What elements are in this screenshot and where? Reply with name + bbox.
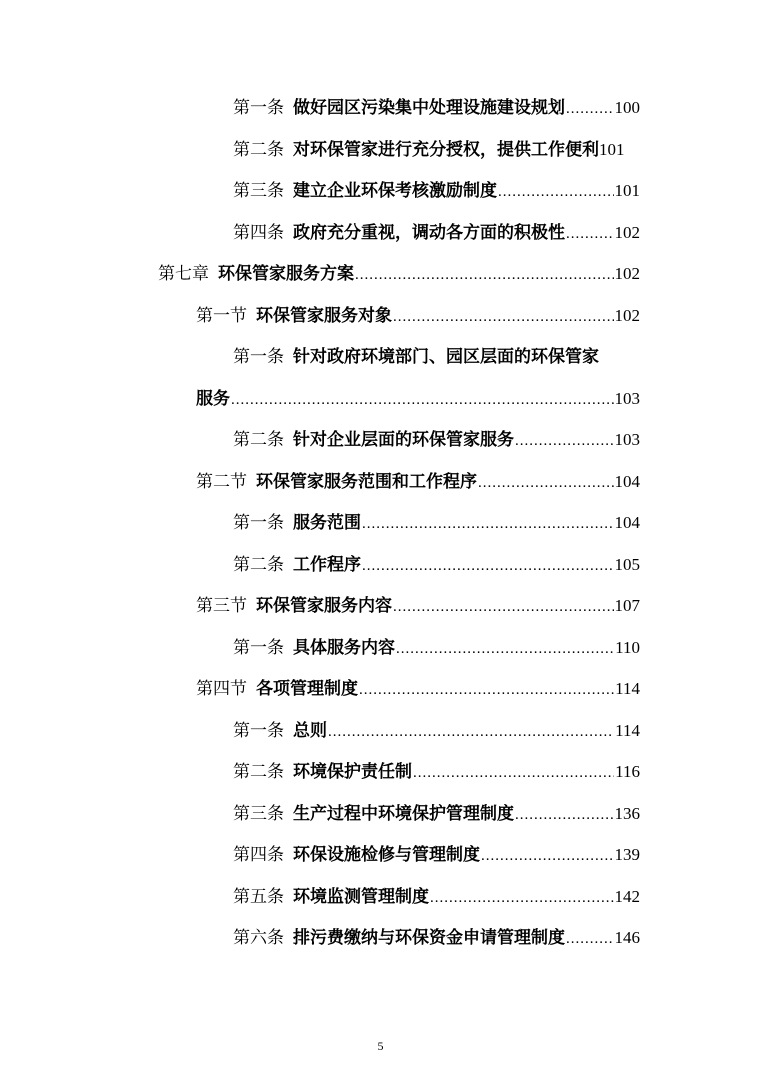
toc-entry-title: 环保管家服务方案 (218, 264, 354, 284)
toc-entry-page: 102 (614, 306, 640, 325)
toc-entry-page: 110 (615, 638, 640, 657)
toc-leader-dots (566, 94, 614, 124)
toc-leader-dots (231, 385, 614, 415)
toc-entry-title: 具体服务内容 (293, 638, 395, 658)
toc-entry-page: 102 (614, 223, 640, 242)
toc-entry-number: 第一条 (233, 721, 284, 741)
toc-entry-title: 环保管家服务对象 (256, 306, 392, 326)
toc-entry-page: 105 (614, 555, 640, 574)
toc-entry[interactable] (233, 93, 640, 123)
toc-entry[interactable] (233, 218, 640, 248)
toc-entry[interactable] (233, 840, 640, 870)
toc-leader-dots (515, 800, 614, 830)
toc-entry-number: 第四节 (196, 679, 247, 699)
toc-entry-number: 第一条 (233, 347, 284, 367)
toc-entry[interactable] (233, 550, 640, 580)
toc-section-entry[interactable] (196, 674, 640, 704)
toc-entry-title: 环境保护责任制 (293, 762, 412, 782)
toc-entry-number: 第二条 (233, 762, 284, 782)
toc-entry-page: 114 (615, 721, 640, 740)
toc-entry[interactable] (233, 633, 640, 663)
toc-entry-number: 第三条 (233, 804, 284, 824)
toc-entry-title: 排污费缴纳与环保资金申请管理制度 (293, 928, 565, 948)
toc-leader-dots (355, 260, 614, 290)
toc-section-entry[interactable] (196, 591, 640, 621)
toc-leader-dots (498, 177, 614, 207)
toc-entry-number: 第一条 (233, 98, 284, 118)
toc-entry[interactable] (233, 508, 640, 538)
toc-entry-title: 环保管家服务内容 (256, 596, 392, 616)
toc-leader-dots (359, 675, 614, 705)
toc-entry-page: 107 (614, 596, 640, 615)
toc-entry-page: 101 (599, 140, 625, 159)
toc-entry-number: 第六条 (233, 928, 284, 948)
toc-entry-number: 第二节 (196, 472, 247, 492)
toc-entry-title: 环保管家服务范围和工作程序 (256, 472, 477, 492)
toc-entry[interactable] (233, 135, 663, 165)
toc-entry[interactable] (233, 342, 640, 372)
toc-leader-dots (515, 426, 614, 456)
toc-entry-page: 139 (614, 845, 640, 864)
toc-entry-page: 100 (614, 98, 640, 117)
toc-section-entry[interactable] (196, 301, 640, 331)
toc-entry-title: 总则 (293, 721, 327, 741)
toc-entry-page: 101 (614, 181, 640, 200)
toc-entry-title: 政府充分重视，调动各方面的积极性 (293, 223, 565, 243)
toc-entry[interactable] (233, 716, 640, 746)
toc-entry[interactable] (233, 882, 640, 912)
toc-entry-page: 142 (614, 887, 640, 906)
page-number: 5 (377, 1039, 384, 1053)
toc-entry-title: 服务 (196, 389, 230, 409)
toc-entry-number: 第三条 (233, 181, 284, 201)
toc-leader-dots (328, 717, 614, 747)
toc-leader-dots (393, 302, 614, 332)
toc-entry-number: 第四条 (233, 845, 284, 865)
toc-entry-page: 103 (614, 430, 640, 449)
toc-leader-dots (393, 592, 614, 622)
toc-entry-number: 第一条 (233, 638, 284, 658)
toc-entry-number: 第二条 (233, 140, 284, 160)
toc-entry-page: 103 (614, 389, 640, 408)
toc-entry-title: 环境监测管理制度 (293, 887, 429, 907)
toc-leader-dots (362, 551, 614, 581)
toc-leader-dots (478, 468, 614, 498)
toc-entry-page: 146 (614, 928, 640, 947)
toc-entry-title: 服务范围 (293, 513, 361, 533)
toc-entry-title: 针对企业层面的环保管家服务 (293, 430, 514, 450)
toc-leader-dots (430, 883, 614, 913)
toc-leader-dots (396, 634, 614, 664)
toc-entry-title: 建立企业环保考核激励制度 (293, 181, 497, 201)
toc-entry-number: 第四条 (233, 223, 284, 243)
toc-entry-title: 环保设施检修与管理制度 (293, 845, 480, 865)
toc-leader-dots (566, 219, 614, 249)
toc-entry-number: 第一条 (233, 513, 284, 533)
toc-entry-page: 102 (614, 264, 640, 283)
toc-entry-title: 做好园区污染集中处理设施建设规划 (293, 98, 565, 118)
toc-entry-number: 第五条 (233, 887, 284, 907)
toc-entry-number: 第二条 (233, 430, 284, 450)
toc-entry[interactable] (233, 425, 640, 455)
toc-entry[interactable] (233, 799, 640, 829)
toc-entry[interactable] (233, 923, 640, 953)
toc-entry-number: 第二条 (233, 555, 284, 575)
toc-leader-dots (481, 841, 614, 871)
toc-section-entry[interactable] (196, 467, 640, 497)
toc-entry-continuation[interactable] (196, 384, 640, 414)
toc-entry[interactable] (233, 176, 640, 206)
toc-entry-page: 136 (614, 804, 640, 823)
toc-entry[interactable] (233, 757, 640, 787)
toc-entry-title: 工作程序 (293, 555, 361, 575)
toc-entry-page: 104 (614, 513, 640, 532)
toc-entry-title: 各项管理制度 (256, 679, 358, 699)
toc-entry-page: 114 (615, 679, 640, 698)
toc-entry-page: 116 (615, 762, 640, 781)
toc-entry-number: 第七章 (158, 264, 209, 284)
toc-leader-dots (413, 758, 614, 788)
toc-chapter-entry[interactable] (158, 259, 640, 289)
toc-entry-title: 对环保管家进行充分授权，提供工作便利 (293, 140, 599, 160)
toc-entry-title: 针对政府环境部门、园区层面的环保管家 (293, 347, 599, 367)
toc-leader-dots (362, 509, 614, 539)
toc-entry-page: 104 (614, 472, 640, 491)
toc-entry-title: 生产过程中环境保护管理制度 (293, 804, 514, 824)
toc-entry-number: 第一节 (196, 306, 247, 326)
toc-entry-number: 第三节 (196, 596, 247, 616)
toc-leader-dots (566, 924, 614, 954)
